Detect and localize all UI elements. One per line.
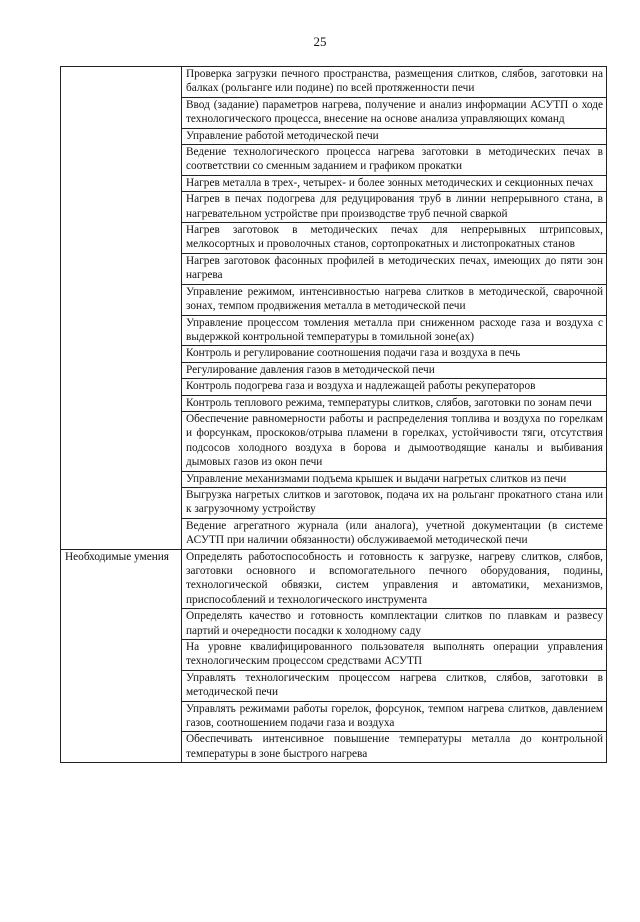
item-text: Контроль подогрева газа и воздуха и надлежащей работы рекуператоров xyxy=(182,379,607,395)
item-text: Управление механизмами подъема крышек и выдачи нагретых слитков из печи xyxy=(182,471,607,487)
item-text: Проверка загрузки печного пространства, размещения слитков, слябов, заготовки на балках (рольганге или подине) по всей протяженности печи xyxy=(182,67,607,98)
table-body xyxy=(61,67,607,763)
section-label: Необходимые умения xyxy=(61,549,182,763)
item-text: Нагрев в печах подогрева для редуцирования труб в линии непрерывного стана, в нагревательном устройстве при производстве труб печной сваркой xyxy=(182,192,607,223)
item-text: Нагрев заготовок в методических печах для непрерывных штрипсовых, мелкосортных и проволочных станов, сортопрокатных и листопрокатных станов xyxy=(182,223,607,254)
item-text: Управлять технологическим процессом нагрева слитков, слябов, заготовки в методической печи xyxy=(182,670,607,701)
item-text: Нагрев металла в трех-, четырех- и более зонных методических и секционных печах xyxy=(182,175,607,191)
item-text: На уровне квалифицированного пользователя выполнять операции управления технологическим процессом средствами АСУТП xyxy=(182,640,607,671)
item-text: Определять работоспособность и готовность к загрузке, нагреву слитков, слябов, заготовки основного и вспомогательного печного оборудования, подины, технологической обвязки, систем управления и автоматики, механизмов, приспособлений и технологического инструмента xyxy=(182,549,607,609)
item-text: Управление режимом, интенсивностью нагрева слитков в методической, сварочной зонах, темпом продвижения металла в методической печи xyxy=(182,284,607,315)
table-row xyxy=(61,549,607,609)
item-text: Ведение технологического процесса нагрева заготовки в методических печах в соответствии со сменным заданием и графиком прокатки xyxy=(182,145,607,176)
item-text: Обеспечивать интенсивное повышение температуры металла до контрольной температуры в зоне быстрого нагрева xyxy=(182,732,607,763)
item-text: Ввод (задание) параметров нагрева, получение и анализ информации АСУТП о ходе технологического процесса, внесение на основе анализа управляющих команд xyxy=(182,97,607,128)
item-text: Управление процессом томления металла при сниженном расходе газа и воздуха с выдержкой контрольной температуры в томильной зоне(ах) xyxy=(182,315,607,346)
item-text: Ведение агрегатного журнала (или аналога), учетной документации (в системе АСУТП при наличии обязанности) обслуживаемой методической печи xyxy=(182,518,607,549)
item-text: Контроль теплового режима, температуры слитков, слябов, заготовки по зонам печи xyxy=(182,395,607,411)
item-text: Определять качество и готовность комплектации слитков по плавкам и развесу партий и очередности посадки к холодному саду xyxy=(182,609,607,640)
section-label xyxy=(61,67,182,550)
item-text: Управлять режимами работы горелок, форсунок, темпом нагрева слитков, давлением газов, соотношением подачи газа и воздуха xyxy=(182,701,607,732)
item-text: Контроль и регулирование соотношения подачи газа и воздуха в печь xyxy=(182,346,607,362)
table-row xyxy=(61,67,607,98)
item-text: Выгрузка нагретых слитков и заготовок, подача их на рольганг прокатного стана или к загрузочному устройству xyxy=(182,487,607,518)
item-text: Обеспечение равномерности работы и распределения топлива и воздуха по горелкам и форсункам, проскоков/отрыва пламени в горелках, устойчивости тяги, отсутствия подсосов холодного воздуха в борова и дымоотводящие каналы и выбивания дымовых газов из окон печи xyxy=(182,411,607,471)
requirements-table xyxy=(60,66,607,763)
item-text: Регулирование давления газов в методической печи xyxy=(182,362,607,378)
page-number: 25 xyxy=(313,34,327,49)
item-text: Нагрев заготовок фасонных профилей в методических печах, имеющих до пяти зон нагрева xyxy=(182,253,607,284)
item-text: Управление работой методической печи xyxy=(182,128,607,144)
